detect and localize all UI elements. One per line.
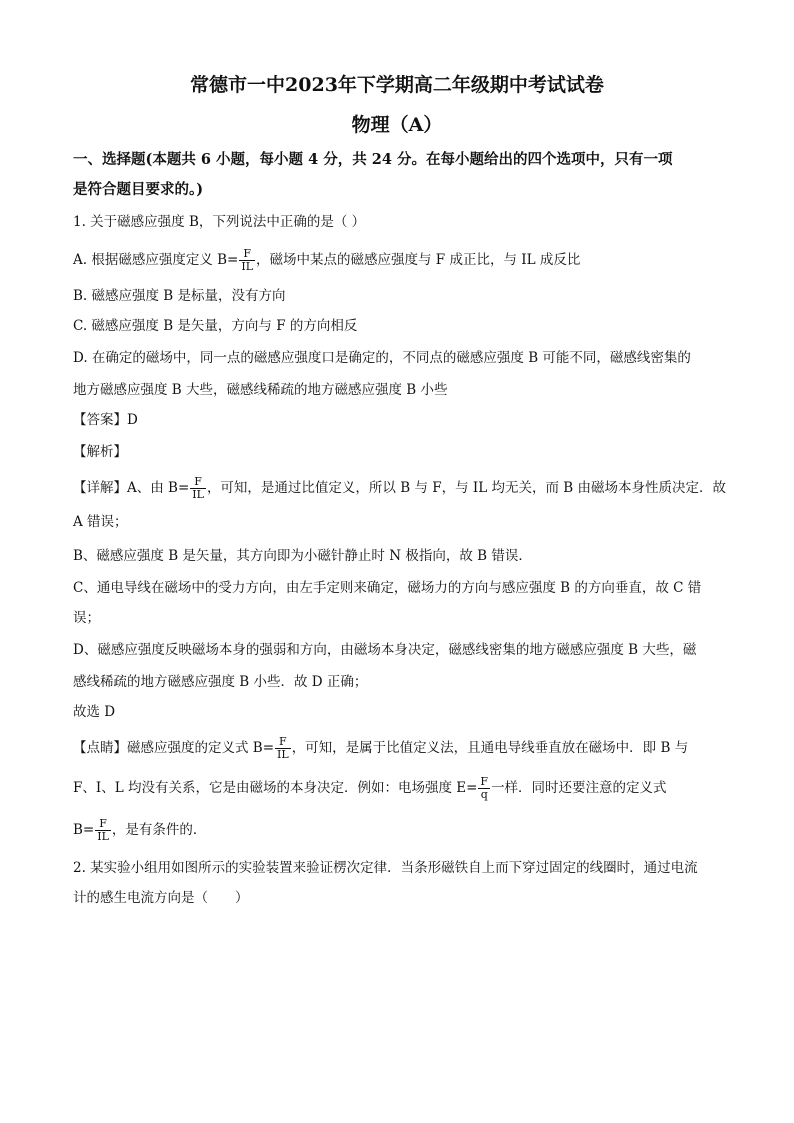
point-line-3 [73,818,206,843]
option-a-prefix: A. 根据磁感应强度定义 B= [73,252,239,268]
point-tag: 【点睛】 [73,740,127,756]
detail-c-line-1: C、通电导线在磁场中的受力方向，由左手定则来确定，磁场力的方向与感应强度 B 的方向垂直，故 C 错 [73,580,702,596]
fraction-f-over-il [239,248,255,273]
answer-line [73,410,138,430]
fraction-numerator: F [194,475,202,488]
question-1-option-d-line-1: D. 在确定的磁场中，同一点的磁感应强度口是确定的，不同点的磁感应强度 B 可能不同，磁感线密集的 [73,350,691,366]
point2-prefix: F、I、L 均没有关系，它是由磁场的本身决定．例如：电场强度 E= [73,780,478,796]
question-1-option-d-line-2: 地方磁感应强度 B 大些，磁感线稀疏的地方磁感应强度 B 小些 [73,382,448,398]
section-heading-line-1: 一、选择题(本题共 6 小题，每小题 4 分，共 24 分。在每小题给出的四个选项中，只有一项 [73,151,673,168]
fraction-numerator: F [480,775,489,788]
point2-suffix: 一样．同时还要注意的定义式 [491,780,667,796]
question-1-option-a [73,248,580,273]
fraction-denominator: IL [241,260,254,273]
detail-suffix: ，可知，是通过比值定义，所以 B 与 F，与 IL 均无关，而 B 由磁场本身性质决定．故 [206,480,726,496]
choose-line: 故选 D [73,704,116,720]
point-line-2 [73,776,667,801]
answer-value: D [127,412,138,428]
fraction-numerator: F [243,247,251,260]
question-1-stem: 1. 关于磁感应强度 B，下列说法中正确的是（ ） [73,214,366,230]
option-a-suffix: ，磁场中某点的磁感应强度与 F 成正比，与 IL 成反比 [256,252,581,268]
answer-tag: 【答案】 [73,412,127,428]
fraction-denominator: IL [192,488,204,501]
fraction-denominator: IL [97,830,109,843]
fraction-numerator: F [279,735,287,748]
fraction-denominator: IL [277,748,289,761]
detail-d-line-1: D、磁感应强度反映磁场本身的强弱和方向，由磁场本身决定，磁感线密集的地方磁感应强度 B 大些，磁 [73,642,697,658]
section-heading-line-2: 是符合题目要求的。) [73,181,204,198]
detail-c-line-2: 误； [73,610,100,626]
detail-tag: 【详解】 [73,480,127,496]
point-line-1 [73,736,688,761]
fraction-f-over-il [190,476,206,501]
detail-line-1 [73,476,726,501]
fraction-f-over-q [478,776,490,801]
question-1-option-c: C. 磁感应强度 B 是矢量，方向与 F 的方向相反 [73,318,358,334]
detail-prefix: A、由 B= [127,480,190,496]
exam-title: 常德市一中2023年下学期高二年级期中考试试卷 [190,74,604,96]
question-2-line-1: 2. 某实验小组用如图所示的实验装置来验证楞次定律．当条形磁铁自上而下穿过固定的线圈时，通过电流 [73,860,698,876]
detail-d-line-2: 感线稀疏的地方磁感应强度 B 小些．故 D 正确； [73,674,368,690]
fraction-numerator: F [99,817,107,830]
fraction-denominator: q [478,788,490,801]
point-prefix: 磁感应强度的定义式 B= [127,740,275,756]
fraction-f-over-il [275,736,291,761]
analysis-tag: 【解析】 [73,444,127,460]
question-1-option-b: B. 磁感应强度 B 是标量，没有方向 [73,288,286,304]
fraction-f-over-il [95,818,111,843]
point3-suffix: ，是有条件的． [111,822,207,838]
exam-subtitle: 物理（A） [351,114,443,136]
detail-line-2: A 错误； [73,514,128,530]
point-suffix: ，可知，是属于比值定义法，且通电导线垂直放在磁场中．即 B 与 [291,740,689,756]
point3-prefix: B= [73,822,95,838]
question-2-line-2: 计的感生电流方向是（ ） [73,890,249,906]
detail-b: B、磁感应强度 B 是矢量，其方向即为小磁针静止时 N 极指向，故 B 错误． [73,548,532,564]
